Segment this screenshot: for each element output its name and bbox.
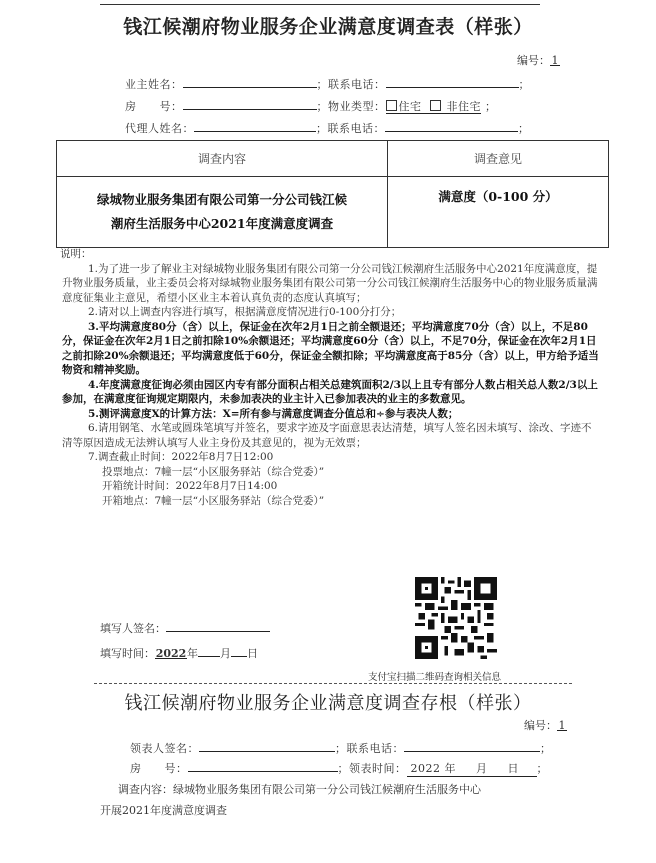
owner-phone-label: ；联系电话： bbox=[316, 78, 386, 91]
stub-month-char: 月 bbox=[475, 762, 488, 775]
fill-month[interactable] bbox=[198, 645, 220, 657]
stub-phone-field[interactable] bbox=[404, 740, 540, 752]
survey-table bbox=[56, 140, 609, 248]
agent-phone-field[interactable] bbox=[385, 120, 518, 132]
receiver-row: 领表人签名： ；联系电话： ； bbox=[130, 742, 552, 755]
stub-room-row: 房 号： ；领表时间： 2022 年 月 日 ； bbox=[130, 762, 548, 775]
instructions-heading: 说明： bbox=[60, 248, 92, 260]
owner-row: 业主姓名： ；联系电话： ； bbox=[125, 78, 530, 91]
note-4: 4.年度满意度征询必须由园区内专有部分面积占相关总建筑面积2/3以上且专有部分人数占相关总人数2/3以上参加，在满意度征询规定期限内，未参加表决的业主计入已参加表决的业主的多数意见。 bbox=[62, 378, 598, 405]
stub-time-label: ；领表时间： bbox=[337, 762, 407, 775]
number-label: 编号： bbox=[517, 54, 550, 67]
signer-row bbox=[100, 620, 270, 636]
fill-day[interactable] bbox=[231, 645, 247, 657]
note-3: 3.平均满意度80分（含）以上，保证金在次年2月1日之前全额退还；平均满意度70分（含）以上，不足80分，保证金在次年2月1日之前扣除10%余额退还；平均满意度60分（含）以上，不足70分，保证金在次年2月1日之前扣除20%余额退还；平均满意度低于60分，保证金全额扣除；平均满意度高于85分（含）以上，甲方给予适当物资和精神奖励。 bbox=[62, 320, 599, 376]
note-7-count-location: 开箱地点：7幢一层“小区服务驿站（综合党委）” bbox=[102, 494, 325, 507]
signer-field[interactable] bbox=[166, 620, 270, 632]
note-7-deadline: 7.调查截止时间：2022年8月7日12:00 bbox=[88, 451, 274, 463]
owner-name-field[interactable] bbox=[183, 76, 317, 88]
col-content-header: 调查内容 bbox=[57, 141, 388, 177]
stub-room-label: 房 号： bbox=[130, 762, 188, 775]
stub-room-field[interactable] bbox=[188, 760, 338, 772]
month-char: 月 bbox=[220, 647, 231, 660]
note-6: 6.请用钢笔、水笔或圆珠笔填写并签名，要求字迹及字面意思表达清楚，填写人签名因未填写、涂改、字迹不清等原因造成无法辨认填写人业主身份及其意见的，视为无效票； bbox=[62, 422, 592, 449]
stub-content: 调查内容：绿城物业服务集团有限公司第一分公司钱江候潮府生活服务中心 bbox=[118, 783, 481, 796]
signer-label: 填写人签名： bbox=[100, 622, 166, 635]
year-char: 年 bbox=[187, 647, 198, 660]
stub-year-char: 年 bbox=[444, 762, 456, 775]
instructions bbox=[62, 247, 602, 508]
owner-name-label: 业主姓名： bbox=[125, 78, 183, 91]
form-number bbox=[517, 52, 560, 68]
residence-label: 住宅 bbox=[398, 100, 422, 113]
qr-code-icon[interactable] bbox=[415, 577, 497, 659]
stub-number-value: 1 bbox=[558, 719, 566, 732]
room-row: 房 号： ；物业类型： 住宅 非住宅 ； bbox=[125, 100, 497, 113]
note-7-count-time: 开箱统计时间：2022年8月7日14:00 bbox=[102, 480, 278, 492]
property-type-label: ；物业类型： bbox=[316, 100, 386, 113]
non-residence-label: 非住宅 bbox=[446, 100, 481, 113]
note-2: 2.请对以上调查内容进行填写，根据满意度情况进行0-100分打分； bbox=[88, 306, 402, 318]
fill-time-row bbox=[100, 645, 258, 661]
receiver-label: 领表人签名： bbox=[130, 742, 199, 755]
number-value: 1 bbox=[551, 54, 559, 67]
agent-name-label: 代理人姓名： bbox=[125, 122, 194, 135]
agent-name-field[interactable] bbox=[194, 120, 316, 132]
survey-content-line1: 绿城物业服务集团有限公司第一分公司钱江候 bbox=[96, 192, 347, 207]
stub-number-label: 编号： bbox=[524, 719, 557, 732]
stub-content-line2: 开展2021年度满意度调查 bbox=[100, 804, 227, 817]
stub-phone-label: ；联系电话： bbox=[335, 742, 404, 755]
room-label: 房 号： bbox=[125, 100, 183, 113]
fill-time-label: 填写时间： bbox=[100, 647, 155, 660]
satisfaction-score-label: 满意度（0-100 分） bbox=[438, 189, 558, 204]
qr-caption: 支付宝扫描二维码查询相关信息 bbox=[368, 672, 502, 683]
non-residence-checkbox[interactable] bbox=[430, 100, 441, 111]
note-7-vote-location: 投票地点：7幢一层“小区服务驿站（综合党委）” bbox=[102, 465, 325, 478]
stub-title: 钱江候潮府物业服务企业满意度调查存根（样张） bbox=[124, 693, 532, 714]
note-1 bbox=[62, 262, 602, 306]
owner-phone-field[interactable] bbox=[386, 76, 519, 88]
satisfaction-score-cell[interactable] bbox=[388, 177, 609, 248]
note-1-text: 1.为了进一步了解业主对绿城物业服务集团有限公司第一分公司钱江候潮府生活服务中心2021年度满意度，提升物业服务质量，业主委员会将对绿城物业服务集团有限公司第一分公司钱江候潮府生活服务中心的物业服务质量满意度征集业主意见，希望小区业主本着认真负责的态度认真填写； bbox=[62, 262, 598, 304]
day-char: 日 bbox=[247, 647, 258, 660]
agent-phone-label: ；联系电话： bbox=[316, 122, 385, 135]
stub-time-field[interactable] bbox=[407, 760, 537, 777]
stub-year: 2022 bbox=[410, 762, 441, 775]
note-5: 5.测评满意度X的计算方法：X=所有参与满意度调查分值总和÷参与表决人数； bbox=[88, 407, 459, 420]
top-rule bbox=[100, 4, 540, 5]
survey-content-cell bbox=[57, 177, 388, 248]
tear-off-line bbox=[94, 683, 572, 684]
agent-row: 代理人姓名： ；联系电话： ； bbox=[125, 122, 530, 135]
stub-day-char: 日 bbox=[507, 762, 519, 775]
stub-number bbox=[524, 717, 567, 733]
survey-content-line2: 潮府生活服务中心2021年度满意度调查 bbox=[110, 216, 334, 231]
form-title: 钱江候潮府物业服务企业满意度调查表（样张） bbox=[123, 16, 533, 38]
fill-year[interactable]: 2022 bbox=[155, 647, 187, 660]
receiver-field[interactable] bbox=[199, 740, 335, 752]
room-field[interactable] bbox=[183, 98, 317, 110]
residence-checkbox[interactable] bbox=[386, 100, 397, 111]
col-opinion-header: 调查意见 bbox=[388, 141, 609, 177]
